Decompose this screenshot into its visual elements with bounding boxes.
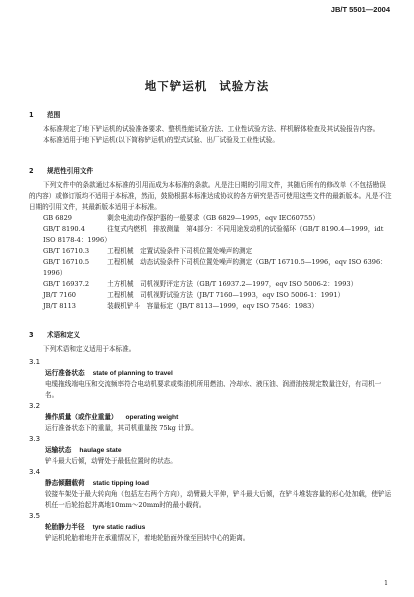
section-3 (29, 330, 392, 544)
term-number: 3.1 (29, 358, 41, 366)
section-2 (29, 166, 392, 312)
paragraph: 下列术语和定义适用于本标准。 (43, 345, 136, 353)
standard-number: JB/T 5501—2004 (330, 5, 390, 14)
document-title (0, 78, 414, 94)
paragraph: 本标准适用于地下铲运机(以下简称铲运机)的型式试验、出厂试验及工业性试验。 (43, 136, 279, 144)
term-definition: 铲斗最大后倾，动臂处于最低位置时的状态。 (45, 457, 177, 465)
section-heading: 1 范围 (29, 111, 61, 119)
term-name: 操作质量（或作业重量） operating weight (45, 413, 179, 421)
reference-item: GB 6829 剩余电流动作保护器的一般要求（GB 6829—1995，eqv IEC60755） (43, 214, 319, 222)
reference-item: GB/T 16710.3 工程机械 定置试验条件下司机位置处噪声的测定 (43, 247, 253, 255)
paragraph: 本标准规定了地下铲运机的试验准备要求、整机性能试验方法、工业性试验方法、样机解体检查及其试验报告内容。 (43, 125, 380, 133)
reference-list (29, 213, 392, 312)
reference-item: JB/T 8113 装载机铲斗 容量标定（JB/T 8113—1999，eqv ISO 7546：1983） (43, 302, 318, 310)
term-number: 3.2 (29, 402, 41, 410)
term-name: 运输状态 haulage state (45, 446, 122, 454)
reference-item: JB/T 7160 工程机械 司机视野试验方法（JB/T 7160—1993，eqv ISO 5006-1：1991） (43, 291, 345, 299)
reference-item: GB/T 16710.5 工程机械 动态试验条件下司机位置处噪声的测定（GB/T 16710.5—1996，eqv ISO 6396：1996） (43, 258, 387, 277)
term-number: 3.3 (29, 435, 41, 443)
section-1 (29, 110, 392, 146)
term-definition: 运行准备状态下的重量，其司机重量按 75kg 计算。 (45, 424, 198, 432)
section-heading: 2 规范性引用文件 (29, 167, 94, 175)
term-name: 轮胎静力半径 tyre static radius (45, 523, 146, 531)
title-main: 地下铲运机 (144, 79, 208, 93)
reference-item: GB/T 8190.4 往复式内燃机 排放测量 第4部分：不同用途发动机的试验循环（GB/T 8190.4—1999，idt ISO 8178-4：1996） (43, 225, 384, 244)
term-name: 静态倾翻载荷 static tipping load (45, 479, 149, 487)
term-definition: 铰接车架处于最大转向角（包括左右两个方向），动臂最大平伸，铲斗最大后倾，在铲斗堆装容量的形心处加载，使铲运机任一后轮抬起并离地10mm～20mm时的最小载荷。 (45, 490, 392, 509)
title-sub: 试验方法 (219, 79, 270, 93)
page-number: 1 (384, 580, 388, 587)
term-number: 3.5 (29, 512, 41, 520)
term-name: 运行准备状态 state of planning to travel (45, 369, 173, 377)
section-heading: 3 术语和定义 (29, 331, 80, 339)
paragraph: 下列文件中的条款通过本标准的引用而成为本标准的条款。凡是注日期的引用文件，其随后所有的修改单（不包括勘误的内容）或修订版均不适用于本标准，然而，鼓励根据本标准达成协议的各方研究是否可使用这些文件的最新版本。凡是不注日期的引用文件，其最新版本适用于本标准。 (29, 181, 392, 211)
term-number: 3.4 (29, 468, 41, 476)
term-definition: 铲运机轮胎着地并在承重情况下，着地轮胎面外缘至回转中心的距离。 (45, 534, 250, 542)
term-definition: 电缆拖线端电压和交流频率符合电动机要求或柴油机所用燃油、冷却水、液压油、润滑油按规定数量注好，有司机一名。 (45, 380, 382, 399)
reference-item: GB/T 16937.2 土方机械 司机视野评定方法（GB/T 16937.2—1997，eqv ISO 5006-2：1993） (43, 280, 358, 288)
